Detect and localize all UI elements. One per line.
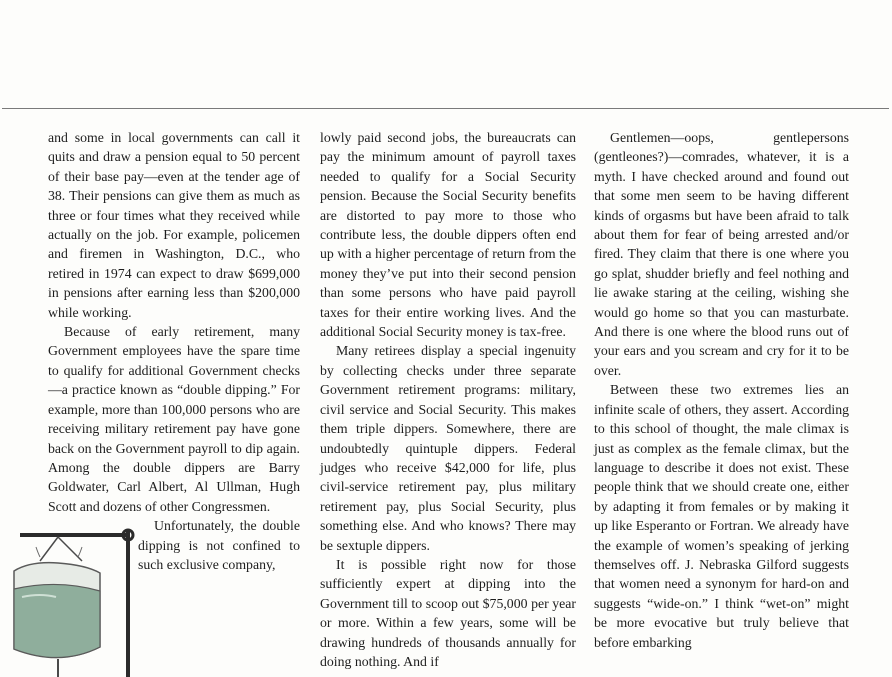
column-2-paragraph-2: Many retirees display a special ingenuity by collecting checks under three separate Government retirement programs: military, civil service and Social Security. This makes them triple dippers. Somewhere, there are undoubtedly quintuple dippers. Federal judges who receive $42,000 for life, plus civil-service retirement pay, plus military retirement pay, plus Social Security, plus something else. And who knows? There may be sextuple dippers. xyxy=(320,343,576,553)
article-column-1 xyxy=(48,128,300,677)
column-3-paragraph-2: Between these two extremes lies an infinite scale of others, they assert. According to this school of thought, the male climax is just as complex as the female climax, but the language to describe it does not exist. These people think that we should create one, either by adapting it from females or by making it up like Esperanto or Fortran. We already have the example of women’s speaking of jerking themselves off. J. Nebraska Gilford suggests that women need a synonym for hard-on and suggests “wide-on.” I think “wet-on” might be more evocative but truly believe that before embarking xyxy=(594,382,849,650)
article-column-3 xyxy=(594,128,849,652)
iv-drip-illustration xyxy=(0,527,138,677)
column-1-paragraph-3: Unfortunately, the double dipping is not confined to such exclusive company, xyxy=(138,518,300,572)
column-2-paragraph-3: It is possible right now for those sufficiently expert at dipping into the Government till to scoop out $75,000 per year or more. Within a few years, some will be drawing hundreds of thousands annually for doing nothing. And if xyxy=(320,556,576,669)
column-1-paragraph-2 xyxy=(48,322,300,516)
column-3-paragraph-1: Gentlemen—oops, gentlepersons (gentleones?)—comrades, whatever, it is a myth. I have checked around and found out that some men seem to be having different kinds of orgasms but have been afraid to talk about them for fear of being arrested and/or fired. They claim that there is one where you go splat, shudder briefly and feel nothing and lie awake staring at the ceiling, wishing she would go home so that you can masturbate. And there is one where the blood runs out of your ears and you scream and cry for it to be over. xyxy=(594,130,849,378)
column-1-paragraph-2-text: Because of early retirement, many Government employees have the spare time to qualify for additional Government checks—a practice known as “double dipping.” For example, more than 100,000 persons who are receiving military retirement pay have gone back on the Government payroll to dip again. Among the double dippers are Barry Goldwater, Carl Albert, Al Ullman, Hugh Scott and dozens of other Congressmen. xyxy=(48,324,300,514)
column-1-paragraph-1: and some in local governments can call it quits and draw a pension equal to 50 percent of their base pay—even at the tender age of 38. Their pensions can give them as much as three or four times what they received while actually on the job. For example, policemen and firemen in Washington, D.C., who retired in 1974 can expect to draw $699,000 in pensions after earning less than $200,000 while working. xyxy=(48,130,300,320)
iv-drip-bag-icon xyxy=(0,527,138,677)
header-rule xyxy=(2,108,889,109)
column-2-paragraph-1: lowly paid second jobs, the bureaucrats can pay the minimum amount of payroll taxes needed to qualify for a Social Security pension. Because the Social Security benefits are distorted to pay more to those who contribute less, the double dippers often end up with a higher percentage of return from the money they’ve put into their second pension than some persons who have paid payroll taxes for their entire working lives. And the additional Social Security money is tax-free. xyxy=(320,130,576,340)
article-column-2 xyxy=(320,128,576,671)
